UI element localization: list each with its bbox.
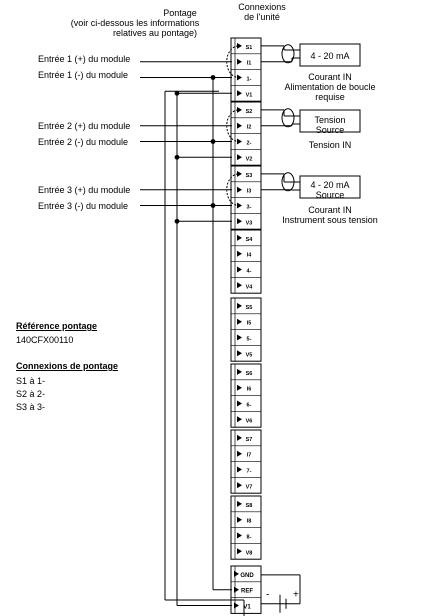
wiring-lines [140,45,300,616]
terminal-label: V1 [243,604,251,611]
terminal-label: 2- [246,140,252,147]
terminal-label: 7- [246,468,252,475]
junction-dot [211,203,216,208]
input-3-minus-label: Entrée 3 (-) du module [38,201,129,211]
terminal-label: I3 [246,188,252,195]
battery-plus-label: + [293,589,299,601]
terminal-label: 1- [246,76,252,83]
connexions-title-2: de l'unité [244,12,280,22]
terminal-label: V8 [245,550,253,557]
terminal-label: 6- [246,402,252,409]
battery-minus-label: - [266,589,270,601]
terminal-label: V2 [245,156,253,163]
junction-dot [175,155,180,160]
device-3-caption-1: Courant IN [308,205,352,215]
shield-loop [282,45,294,63]
junction-dot [175,91,180,96]
power-supply-symbol [266,590,299,613]
terminal-label: V6 [245,418,253,425]
terminal-label: I8 [246,518,252,525]
device-3-box-text-1: 4 - 20 mA [310,180,350,190]
terminal-label: 3- [246,204,252,211]
junction-dot [211,75,216,80]
device-1-box-text: 4 - 20 mA [310,51,350,61]
device-1-caption-1: Courant IN [308,72,352,82]
junction-dot [175,219,180,224]
terminal-label: S5 [245,304,253,311]
terminal-label: S4 [245,236,253,243]
pontage-title: Pontage [163,8,197,18]
terminal-label: V5 [245,352,253,359]
pontage-subtitle-1: (voir ci-dessous les informations [70,18,200,28]
terminal-label: S2 [245,108,253,115]
terminal-label: V4 [245,284,253,291]
terminal-label: V1 [245,92,253,99]
input-1-minus-label: Entrée 1 (-) du module [38,70,129,80]
terminal-label: 5- [246,336,252,343]
terminal-label: S6 [245,370,253,377]
terminal-label: 4- [246,268,252,275]
device-2-box-text-1: Tension [314,115,346,125]
terminal-label: S8 [245,502,253,509]
input-2-plus-label: Entrée 2 (+) du module [38,121,131,131]
device-1-caption-3: requise [315,92,345,102]
jumper-line-2: S2 à 2- [16,389,46,399]
terminal-label: I1 [246,60,252,67]
terminal-label: I6 [246,386,252,393]
pontage-subtitle-2: relatives au pontage) [112,28,198,38]
terminal-label: I2 [246,124,252,131]
terminal-label: V3 [245,220,253,227]
device-1-caption-2: Alimentation de boucle [284,82,376,92]
input-3-plus-label: Entrée 3 (+) du module [38,185,131,195]
terminal-label: S3 [245,172,253,179]
connexions-title-1: Connexions [238,2,286,12]
input-2-minus-label: Entrée 2 (-) du module [38,137,129,147]
jumper-line-1: S1 à 1- [16,376,46,386]
jumper-line-3: S3 à 3- [16,402,46,412]
device-3-caption-2: Instrument sous tension [282,215,378,225]
terminal-label: S7 [245,436,253,443]
terminal-label: 8- [246,534,252,541]
terminal-label: I7 [246,452,252,459]
terminal-label: S1 [245,44,253,51]
terminal-strip [231,38,261,613]
terminal-label: I5 [246,320,252,327]
device-2-caption-1: Tension IN [308,140,352,150]
shield-loop [282,109,294,127]
terminal-label: GND [240,572,254,579]
junction-dots [175,75,216,224]
device-3-box-text-2: Source [315,190,345,200]
terminal-label: V7 [245,484,253,491]
terminal-label: REF [241,588,253,595]
jumper-ref-title: Référence pontage [16,321,98,331]
terminal-label: I4 [246,252,252,259]
junction-dot [211,139,216,144]
jumper-ref-value: 140CFX00110 [16,335,74,345]
device-2-box-text-2: Source [315,125,345,135]
jumper-connexions-title: Connexions de pontage [16,361,119,371]
input-1-plus-label: Entrée 1 (+) du module [38,54,131,64]
